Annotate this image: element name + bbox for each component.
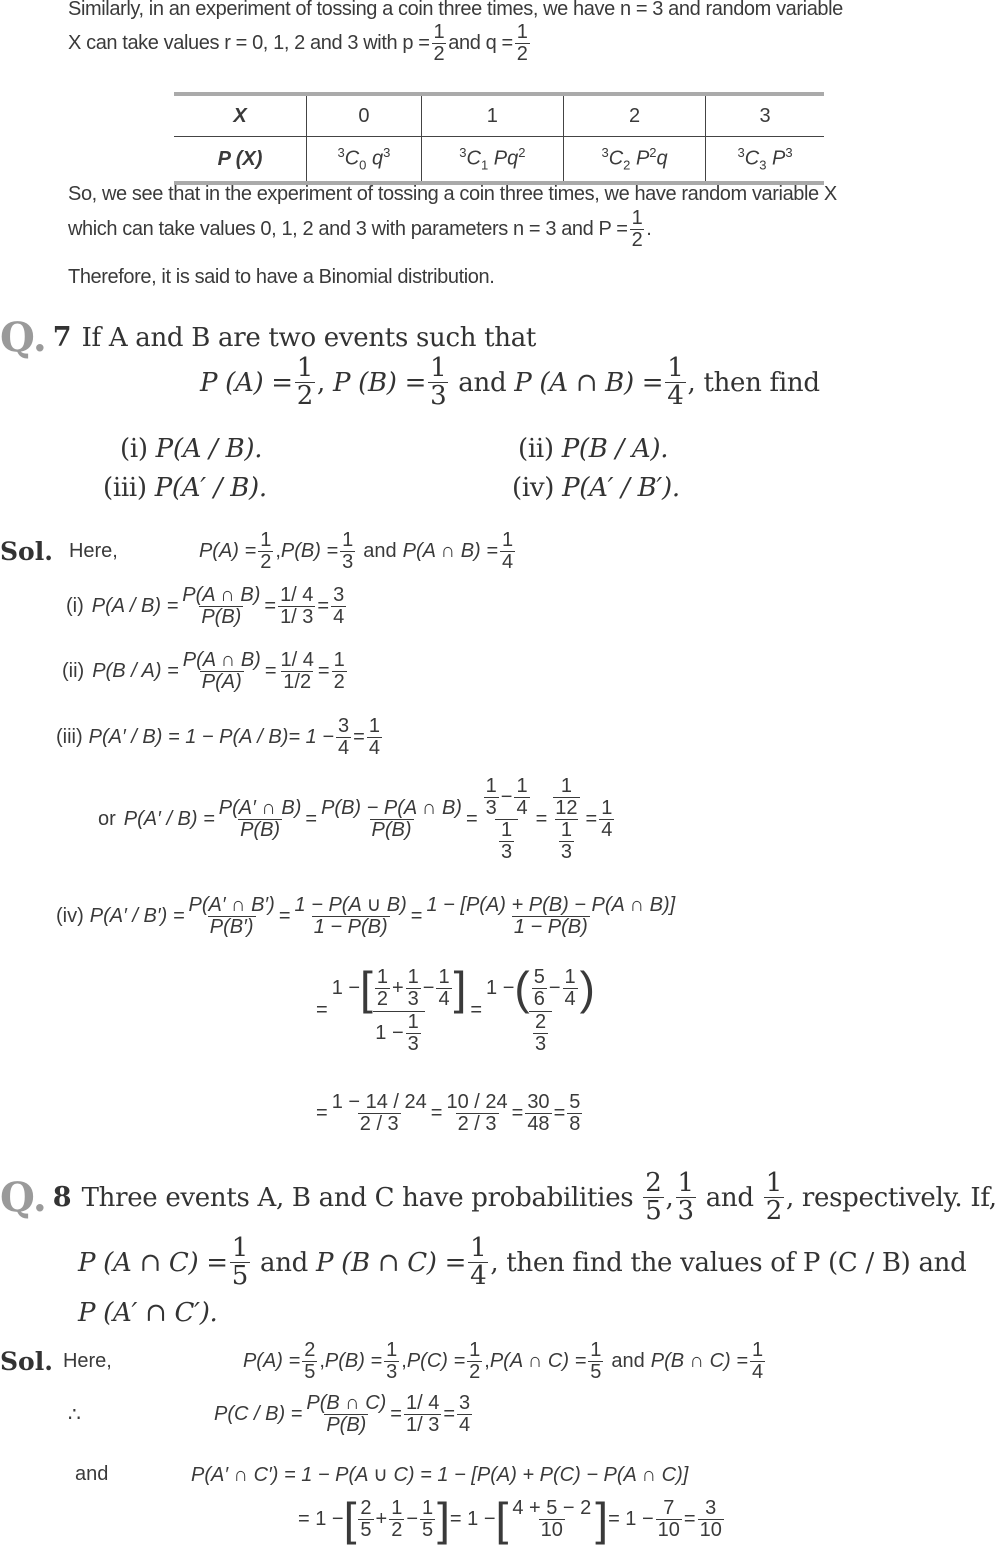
question-8-line-2: P (A ∩ C) = $\frac{1}{5}$ and P (B ∩ C) = $\frac{1}{4}$ , then find the values of P (C / B) and xyxy=(78,1233,967,1292)
distribution-table xyxy=(174,92,824,185)
solution-7-part-iv-step-3: = $\frac{1 - 14 / 24}{2 / 3}$ = $\frac{10 / 24}{2 / 3}$ = $\frac{30}{48}$ = $\frac{5}{8}$ xyxy=(316,1091,581,1135)
table-cell: 0 xyxy=(307,94,422,137)
fraction: $\frac{1}{2}$ xyxy=(631,207,643,251)
solution-7-part-iv-step-2: = 1 − [ $\frac{1}{2}$ + $\frac{1}{3}$ − $\frac{1}{4}$ ] 1 − $\frac{1}{3}$ = 1 − ( $\frac{5}{6}$ − $\frac{1}{4}$ ) $\frac{2}{3}$ xyxy=(316,962,595,1055)
table-cell: $^3C_2$ $P^2q$ xyxy=(563,137,705,184)
solution-7-part-iii: (iii) P(A′ / B) = 1 − P(A / B)= 1 − $\frac{3}{4}$ = $\frac{1}{4}$ xyxy=(56,715,380,759)
solution-label: Sol. xyxy=(0,1347,53,1376)
question-8-line-3: P (A′ ∩ C′). xyxy=(78,1298,218,1328)
question-7-part: (ii) P(B / A). xyxy=(518,434,669,464)
solution-8-ac-step-2: = 1 − [ $\frac{2}{5}$ + $\frac{1}{2}$ − $\frac{1}{5}$ ] = 1 − [ $\frac{4 + 5 - 2}{10}$ ] = 1 − $\frac{7}{10}$ = $\frac{3}{10}$ xyxy=(298,1493,722,1545)
solution-7-given: Sol. Here, P(A) = $\frac{1}{2}$ , P(B) = $\frac{1}{3}$ and P(A ∩ B) = $\frac{1}{4}$ xyxy=(0,529,514,573)
question-marker: Q. xyxy=(0,314,47,361)
fraction: $\frac{1}{2}$ xyxy=(433,21,445,65)
solution-7-part-i: (i) P(A / B) = $\frac{P(A \cap B)}{P(B)}$ = $\frac{1/ 4}{1/ 3}$ = $\frac{3}{4}$ xyxy=(66,584,345,628)
solution-7-part-ii: (ii) P(B / A) = $\frac{P(A \cap B)}{P(A)}$ = $\frac{1/ 4}{1/2}$ = $\frac{1}{2}$ xyxy=(62,649,345,693)
question-stem: If A and B are two events such that xyxy=(81,322,537,353)
conclusion-line-3: Therefore, it is said to have a Binomial distribution. xyxy=(68,266,495,288)
solution-7-part-iv: (iv) P(A′ / B′) = $\frac{P(A' \cap B')}{P(B')}$ = $\frac{1 - P(A \cup B)}{1 - P(B)}$ = $\frac{1 - [P(A) + P(B) - P(A \cap B)]}{1 - P(B)}$ xyxy=(56,894,676,938)
question-number: 7 xyxy=(52,322,72,353)
fraction: $\frac{1}{2}$ xyxy=(516,21,528,65)
question-7-given: P (A) = $\frac{1}{2}$ , P (B) = $\frac{1}{3}$ and P (A ∩ B) = $\frac{1}{4}$ , then find xyxy=(200,353,820,412)
question-7-part: (i) P(A / B). xyxy=(120,434,263,464)
conclusion-line-2: which can take values 0, 1, 2 and 3 with parameters n = 3 and P = $\frac{1}{2}$ . xyxy=(68,207,652,251)
table-cell: $^3C_3$ $P^3$ xyxy=(706,137,824,184)
intro-line-2: X can take values r = 0, 1, 2 and 3 with p = $\frac{1}{2}$ and q = $\frac{1}{2}$ xyxy=(68,21,528,65)
therefore-symbol: ∴ xyxy=(68,1404,81,1426)
row-header: P (X) xyxy=(174,137,307,184)
question-7-part: (iv) P(A′ / B′). xyxy=(512,473,680,503)
question-marker: Q. xyxy=(0,1174,47,1222)
question-number: 8 xyxy=(52,1182,72,1214)
question-7-part: (iii) P(A′ / B). xyxy=(103,473,267,503)
table-cell: 1 xyxy=(421,94,563,137)
row-header: X xyxy=(174,94,307,137)
question-8-header xyxy=(0,1170,997,1226)
solution-8-given: Sol. Here, P(A) = $\frac{2}{5}$ , P(B) = $\frac{1}{3}$ , P(C) = $\frac{1}{2}$ , P(A ∩ C) = $\frac{1}{5}$ and P(B ∩ C) = $\frac{1}{4}$ xyxy=(0,1339,764,1383)
conclusion-line-1: So, we see that in the experiment of tossing a coin three times, we have random variable X xyxy=(68,183,837,205)
solution-8-ac: and P(A′ ∩ C′) = 1 − P(A ∪ C) = 1 − [P(A) + P(C) − P(A ∩ C)] xyxy=(75,1463,689,1486)
intro-line-1: Similarly, in an experiment of tossing a coin three times, we have n = 3 and random variable xyxy=(68,0,843,20)
solution-7-part-iii-alt: or P(A′ / B) = $\frac{P(A' \cap B)}{P(B)}$ = $\frac{P(B) - P(A \cap B)}{P(B)}$ = $\frac{1}{3}$ − $\frac{1}{4}$ $\frac{1}{3}$ = $\frac{\frac{1}{12}}{\frac{1}{3}}$ = $\frac{1}{4}$ xyxy=(98,775,613,863)
question-7-header xyxy=(0,314,536,361)
solution-8-cb: ∴ P(C / B) = $\frac{P(B \cap C)}{P(B)}$ = $\frac{1/ 4}{1/ 3}$ = $\frac{3}{4}$ xyxy=(68,1392,471,1436)
table-row xyxy=(174,137,824,184)
table-row xyxy=(174,94,824,137)
table-cell: 3 xyxy=(706,94,824,137)
question-stem: Three events A, B and C have probabilities $\frac{2}{5}$ , $\frac{1}{3}$ and $\frac{1}{2}$ , respectively. If, xyxy=(81,1168,997,1227)
solution-label: Sol. xyxy=(0,537,53,566)
table-cell: $^3C_1$ Pq$^2$ xyxy=(421,137,563,184)
table-cell: 2 xyxy=(563,94,705,137)
table-cell: $^3C_0$ $q^3$ xyxy=(307,137,422,184)
